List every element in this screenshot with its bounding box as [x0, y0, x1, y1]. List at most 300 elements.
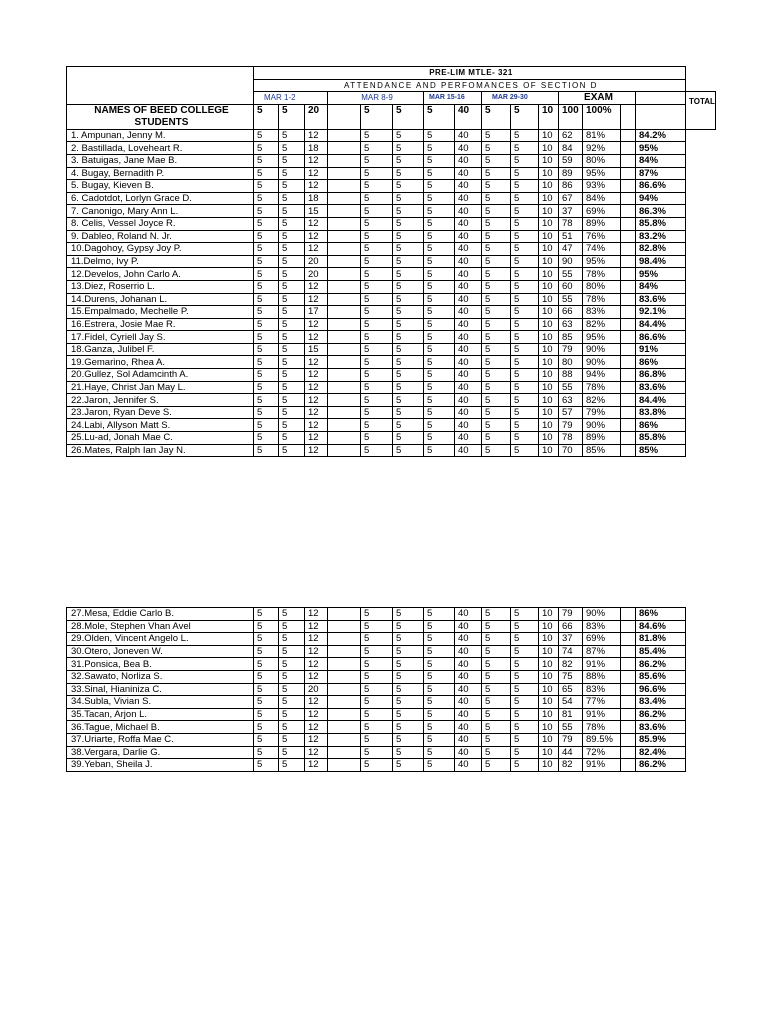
student-row: [67, 167, 716, 180]
exam-score-cell: 66: [559, 620, 583, 633]
total-cell: 86.2%: [636, 759, 686, 772]
score-cell: 5: [424, 180, 455, 193]
score-cell: 10: [539, 318, 559, 331]
student-name: 21.Haye, Christ Jan May L.: [67, 381, 254, 394]
score-cell: 12: [305, 381, 328, 394]
score-cell: 5: [254, 608, 279, 621]
score-cell: 5: [424, 154, 455, 167]
empty-cell: [621, 608, 636, 621]
student-name: 23.Jaron, Ryan Deve S.: [67, 406, 254, 419]
score-cell: 20: [305, 683, 328, 696]
score-cell: 5: [254, 192, 279, 205]
student-name: 34.Subla, Vivian S.: [67, 696, 254, 709]
score-cell: 5: [482, 356, 511, 369]
max-score-cell: 5: [424, 104, 455, 129]
empty-cell: [621, 356, 636, 369]
score-cell: 5: [482, 419, 511, 432]
score-cell: 5: [361, 180, 393, 193]
date-header-2: MAR 8-9: [328, 92, 424, 105]
score-cell: 10: [539, 343, 559, 356]
score-cell: 12: [305, 331, 328, 344]
score-cell: 40: [455, 670, 482, 683]
score-cell: 5: [482, 394, 511, 407]
score-cell: 40: [455, 620, 482, 633]
score-cell: 5: [279, 306, 305, 319]
total-cell: 85.6%: [636, 670, 686, 683]
score-cell: 5: [424, 633, 455, 646]
score-cell: 5: [254, 394, 279, 407]
score-cell: 12: [305, 217, 328, 230]
score-cell: 5: [254, 217, 279, 230]
student-name: 3. Batuigas, Jane Mae B.: [67, 154, 254, 167]
score-cell: 5: [279, 217, 305, 230]
score-cell: 5: [424, 280, 455, 293]
total-cell: 84.2%: [636, 129, 686, 142]
empty-cell: [328, 608, 361, 621]
total-cell: 82.4%: [636, 746, 686, 759]
score-cell: 40: [455, 331, 482, 344]
empty-cell: [328, 217, 361, 230]
student-name: 36.Tague, Michael B.: [67, 721, 254, 734]
total-cell: 86.6%: [636, 180, 686, 193]
total-cell: 85.4%: [636, 645, 686, 658]
empty-cell: [621, 683, 636, 696]
total-cell: 87%: [636, 167, 686, 180]
total-cell: 84.4%: [636, 394, 686, 407]
score-cell: 10: [539, 331, 559, 344]
score-cell: 5: [279, 746, 305, 759]
score-cell: 5: [393, 419, 424, 432]
score-cell: 10: [539, 721, 559, 734]
score-cell: 40: [455, 633, 482, 646]
exam-score-cell: 78: [559, 432, 583, 445]
total-cell: 83.6%: [636, 381, 686, 394]
empty-cell: [621, 759, 636, 772]
score-cell: 5: [482, 683, 511, 696]
exam-percent-cell: 93%: [583, 180, 621, 193]
exam-percent-cell: 90%: [583, 356, 621, 369]
empty-cell: [328, 645, 361, 658]
exam-percent-cell: 88%: [583, 670, 621, 683]
empty-cell: [621, 306, 636, 319]
score-cell: 10: [539, 230, 559, 243]
score-cell: 5: [361, 406, 393, 419]
student-row: [67, 343, 716, 356]
student-name: 30.Otero, Joneven W.: [67, 645, 254, 658]
score-cell: 5: [254, 356, 279, 369]
student-name: 28.Mole, Stephen Vhan Avel: [67, 620, 254, 633]
score-cell: 5: [254, 683, 279, 696]
score-cell: 40: [455, 243, 482, 256]
exam-percent-cell: 95%: [583, 255, 621, 268]
date-header-3: MAR 15-16: [424, 92, 482, 105]
score-cell: 5: [279, 733, 305, 746]
student-name: 13.Diez, Roserrio L.: [67, 280, 254, 293]
score-cell: 5: [393, 658, 424, 671]
score-cell: 5: [279, 356, 305, 369]
score-cell: 10: [539, 608, 559, 621]
score-cell: 5: [424, 217, 455, 230]
score-cell: 5: [254, 708, 279, 721]
score-cell: 12: [305, 633, 328, 646]
score-cell: 5: [254, 696, 279, 709]
empty-cell: [621, 369, 636, 382]
exam-percent-cell: 82%: [583, 394, 621, 407]
score-cell: 10: [539, 633, 559, 646]
exam-score-cell: 79: [559, 733, 583, 746]
exam-percent-cell: 69%: [583, 205, 621, 218]
score-cell: 5: [361, 645, 393, 658]
empty-cell: [328, 369, 361, 382]
score-cell: 5: [482, 708, 511, 721]
exam-percent-cell: 89.5%: [583, 733, 621, 746]
student-name: 37.Uriarte, Roffa Mae C.: [67, 733, 254, 746]
score-cell: 5: [279, 230, 305, 243]
exam-percent-cell: 79%: [583, 406, 621, 419]
exam-percent-cell: 92%: [583, 142, 621, 155]
score-cell: 12: [305, 608, 328, 621]
score-cell: 5: [361, 444, 393, 457]
max-score-cell: 5: [511, 104, 539, 129]
score-cell: 5: [361, 708, 393, 721]
exam-score-cell: 55: [559, 268, 583, 281]
exam-percent-cell: 90%: [583, 608, 621, 621]
student-name: 10.Dagohoy, Gypsy Joy P.: [67, 243, 254, 256]
score-cell: 5: [361, 620, 393, 633]
score-cell: 5: [254, 432, 279, 445]
exam-percent-cell: 72%: [583, 746, 621, 759]
score-cell: 5: [511, 280, 539, 293]
score-cell: 5: [482, 306, 511, 319]
total-cell: 85.8%: [636, 432, 686, 445]
exam-percent-cell: 95%: [583, 331, 621, 344]
score-cell: 40: [455, 683, 482, 696]
score-cell: 5: [424, 142, 455, 155]
score-cell: 5: [511, 381, 539, 394]
score-cell: 5: [482, 293, 511, 306]
score-cell: 12: [305, 243, 328, 256]
score-cell: 5: [361, 381, 393, 394]
score-cell: 10: [539, 394, 559, 407]
score-cell: 5: [361, 432, 393, 445]
score-cell: 5: [279, 721, 305, 734]
score-cell: 5: [254, 154, 279, 167]
score-cell: 40: [455, 406, 482, 419]
score-cell: 5: [279, 708, 305, 721]
date-header-1: MAR 1-2: [254, 92, 328, 105]
score-cell: 5: [393, 369, 424, 382]
date-header-4: MAR 29-30: [482, 92, 559, 105]
score-cell: 5: [393, 406, 424, 419]
score-cell: 5: [254, 419, 279, 432]
score-cell: 5: [511, 696, 539, 709]
max-score-cell: 40: [455, 104, 482, 129]
empty-cell: [621, 381, 636, 394]
student-row: [67, 444, 716, 457]
total-cell: 84%: [636, 280, 686, 293]
student-row: [67, 432, 716, 445]
student-name: 9. Dableo, Roland N. Jr.: [67, 230, 254, 243]
max-score-cell: [328, 104, 361, 129]
empty-cell: [328, 167, 361, 180]
score-cell: 5: [361, 192, 393, 205]
score-cell: 5: [254, 230, 279, 243]
score-cell: 5: [393, 645, 424, 658]
score-cell: 10: [539, 746, 559, 759]
score-cell: 5: [511, 432, 539, 445]
student-row: [67, 331, 716, 344]
exam-score-cell: 79: [559, 608, 583, 621]
score-cell: 5: [254, 255, 279, 268]
score-cell: 5: [393, 444, 424, 457]
score-cell: 40: [455, 306, 482, 319]
score-cell: 10: [539, 369, 559, 382]
score-cell: 5: [424, 255, 455, 268]
exam-score-cell: 80: [559, 356, 583, 369]
total-cell: 92.1%: [636, 306, 686, 319]
score-cell: 5: [361, 205, 393, 218]
student-row: [67, 746, 686, 759]
score-cell: 12: [305, 733, 328, 746]
empty-cell: [621, 696, 636, 709]
score-cell: 5: [424, 721, 455, 734]
student-row: [67, 205, 716, 218]
empty-cell: [328, 243, 361, 256]
score-cell: 5: [393, 217, 424, 230]
score-cell: 40: [455, 343, 482, 356]
score-cell: 5: [254, 331, 279, 344]
score-cell: 5: [254, 444, 279, 457]
score-cell: 5: [279, 318, 305, 331]
total-cell: 86%: [636, 419, 686, 432]
score-cell: 15: [305, 205, 328, 218]
score-cell: 10: [539, 670, 559, 683]
score-cell: 5: [361, 129, 393, 142]
score-cell: 5: [482, 620, 511, 633]
score-cell: 5: [393, 192, 424, 205]
score-cell: 40: [455, 318, 482, 331]
score-cell: 5: [424, 683, 455, 696]
score-cell: 5: [393, 759, 424, 772]
max-score-cell: 5: [254, 104, 279, 129]
exam-score-cell: 79: [559, 343, 583, 356]
empty-cell: [328, 192, 361, 205]
empty-cell: [328, 759, 361, 772]
score-cell: 5: [254, 759, 279, 772]
score-cell: 5: [279, 369, 305, 382]
exam-score-cell: 86: [559, 180, 583, 193]
score-cell: 5: [424, 167, 455, 180]
exam-percent-cell: 83%: [583, 306, 621, 319]
score-cell: 5: [254, 406, 279, 419]
score-cell: 5: [511, 356, 539, 369]
exam-score-cell: 44: [559, 746, 583, 759]
score-cell: 5: [482, 633, 511, 646]
score-cell: 5: [482, 645, 511, 658]
score-cell: 12: [305, 746, 328, 759]
score-cell: 5: [424, 708, 455, 721]
score-cell: 5: [424, 369, 455, 382]
score-cell: 5: [279, 696, 305, 709]
score-cell: 5: [279, 394, 305, 407]
student-row: [67, 759, 686, 772]
total-cell: 86%: [636, 608, 686, 621]
score-cell: 5: [254, 280, 279, 293]
exam-score-cell: 55: [559, 721, 583, 734]
exam-percent-cell: 78%: [583, 293, 621, 306]
score-cell: 5: [482, 280, 511, 293]
grade-table-page-1: [66, 66, 716, 457]
empty-cell: [621, 633, 636, 646]
student-row: [67, 129, 716, 142]
score-cell: 40: [455, 381, 482, 394]
empty-cell: [621, 645, 636, 658]
total-cell: 83.6%: [636, 721, 686, 734]
score-cell: 5: [279, 658, 305, 671]
score-cell: 5: [279, 683, 305, 696]
score-cell: 5: [424, 356, 455, 369]
score-cell: 5: [361, 255, 393, 268]
max-score-cell: 5: [361, 104, 393, 129]
score-cell: 5: [279, 432, 305, 445]
max-score-cell: 100: [559, 104, 583, 129]
student-name: 38.Vergara, Darlie G.: [67, 746, 254, 759]
score-cell: 5: [482, 746, 511, 759]
score-cell: 5: [424, 343, 455, 356]
score-cell: 5: [424, 192, 455, 205]
score-cell: 5: [254, 721, 279, 734]
score-cell: 40: [455, 129, 482, 142]
student-row: [67, 394, 716, 407]
total-cell: 83.4%: [636, 696, 686, 709]
exam-score-cell: 85: [559, 331, 583, 344]
score-cell: 5: [393, 432, 424, 445]
exam-score-cell: 47: [559, 243, 583, 256]
score-cell: 12: [305, 318, 328, 331]
score-cell: 5: [393, 343, 424, 356]
student-row: [67, 318, 716, 331]
score-cell: 17: [305, 306, 328, 319]
student-name: 17.Fidel, Cyriell Jay S.: [67, 331, 254, 344]
score-cell: 12: [305, 230, 328, 243]
empty-cell: [328, 746, 361, 759]
empty-cell: [621, 331, 636, 344]
score-cell: 5: [254, 129, 279, 142]
student-row: [67, 230, 716, 243]
score-cell: 5: [511, 306, 539, 319]
score-cell: 5: [361, 670, 393, 683]
exam-percent-cell: 91%: [583, 708, 621, 721]
score-cell: 5: [361, 280, 393, 293]
score-cell: 12: [305, 708, 328, 721]
exam-score-cell: 62: [559, 129, 583, 142]
score-cell: 5: [254, 620, 279, 633]
student-name: 33.Sinal, Hianiniza C.: [67, 683, 254, 696]
exam-score-cell: 57: [559, 406, 583, 419]
score-cell: 5: [511, 419, 539, 432]
score-cell: 12: [305, 444, 328, 457]
student-row: [67, 620, 686, 633]
total-header: TOTAL: [686, 92, 716, 130]
empty-cell: [621, 746, 636, 759]
exam-score-cell: 67: [559, 192, 583, 205]
score-cell: 5: [279, 205, 305, 218]
score-cell: 5: [482, 733, 511, 746]
student-name: 2. Bastillada, Loveheart R.: [67, 142, 254, 155]
score-cell: 5: [361, 746, 393, 759]
score-cell: 5: [511, 633, 539, 646]
score-cell: 5: [279, 381, 305, 394]
score-cell: 5: [424, 658, 455, 671]
score-cell: 10: [539, 708, 559, 721]
total-cell: 86.8%: [636, 369, 686, 382]
total-cell: 95%: [636, 268, 686, 281]
score-cell: 12: [305, 696, 328, 709]
score-cell: 40: [455, 432, 482, 445]
exam-header: EXAM: [559, 92, 636, 105]
score-cell: 5: [279, 759, 305, 772]
score-cell: 5: [482, 658, 511, 671]
score-cell: 18: [305, 142, 328, 155]
student-row: [67, 268, 716, 281]
empty-cell: [328, 129, 361, 142]
empty-cell: [328, 406, 361, 419]
student-row: [67, 255, 716, 268]
score-cell: 5: [424, 746, 455, 759]
score-cell: 5: [254, 243, 279, 256]
score-cell: 12: [305, 280, 328, 293]
names-header: NAMES OF BEED COLLEGE STUDENTS: [67, 104, 254, 129]
score-cell: 5: [482, 432, 511, 445]
student-row: [67, 293, 716, 306]
exam-percent-cell: 78%: [583, 381, 621, 394]
empty-cell: [328, 708, 361, 721]
student-name: 7. Canonigo, Mary Ann L.: [67, 205, 254, 218]
score-cell: 5: [511, 318, 539, 331]
score-cell: 5: [424, 696, 455, 709]
empty-cell: [621, 733, 636, 746]
student-name: 5. Bugay, Kieven B.: [67, 180, 254, 193]
score-cell: 12: [305, 154, 328, 167]
score-cell: 20: [305, 268, 328, 281]
score-cell: 10: [539, 154, 559, 167]
exam-percent-cell: 87%: [583, 645, 621, 658]
empty-cell: [328, 280, 361, 293]
score-cell: 5: [424, 645, 455, 658]
empty-cell: [328, 343, 361, 356]
exam-percent-cell: 95%: [583, 167, 621, 180]
student-row: [67, 608, 686, 621]
max-score-cell: 5: [393, 104, 424, 129]
score-cell: 5: [361, 243, 393, 256]
student-row: [67, 306, 716, 319]
score-cell: 5: [482, 369, 511, 382]
max-score-cell: 100%: [583, 104, 621, 129]
score-cell: 5: [393, 696, 424, 709]
exam-score-cell: 89: [559, 167, 583, 180]
score-cell: 5: [511, 658, 539, 671]
score-cell: 40: [455, 708, 482, 721]
total-cell: 86.3%: [636, 205, 686, 218]
score-cell: 5: [424, 293, 455, 306]
total-cell: 85%: [636, 444, 686, 457]
empty-cell: [328, 381, 361, 394]
empty-cell: [621, 708, 636, 721]
total-cell: 96.6%: [636, 683, 686, 696]
score-cell: 5: [511, 721, 539, 734]
total-cell: 85.8%: [636, 217, 686, 230]
empty-cell: [621, 280, 636, 293]
